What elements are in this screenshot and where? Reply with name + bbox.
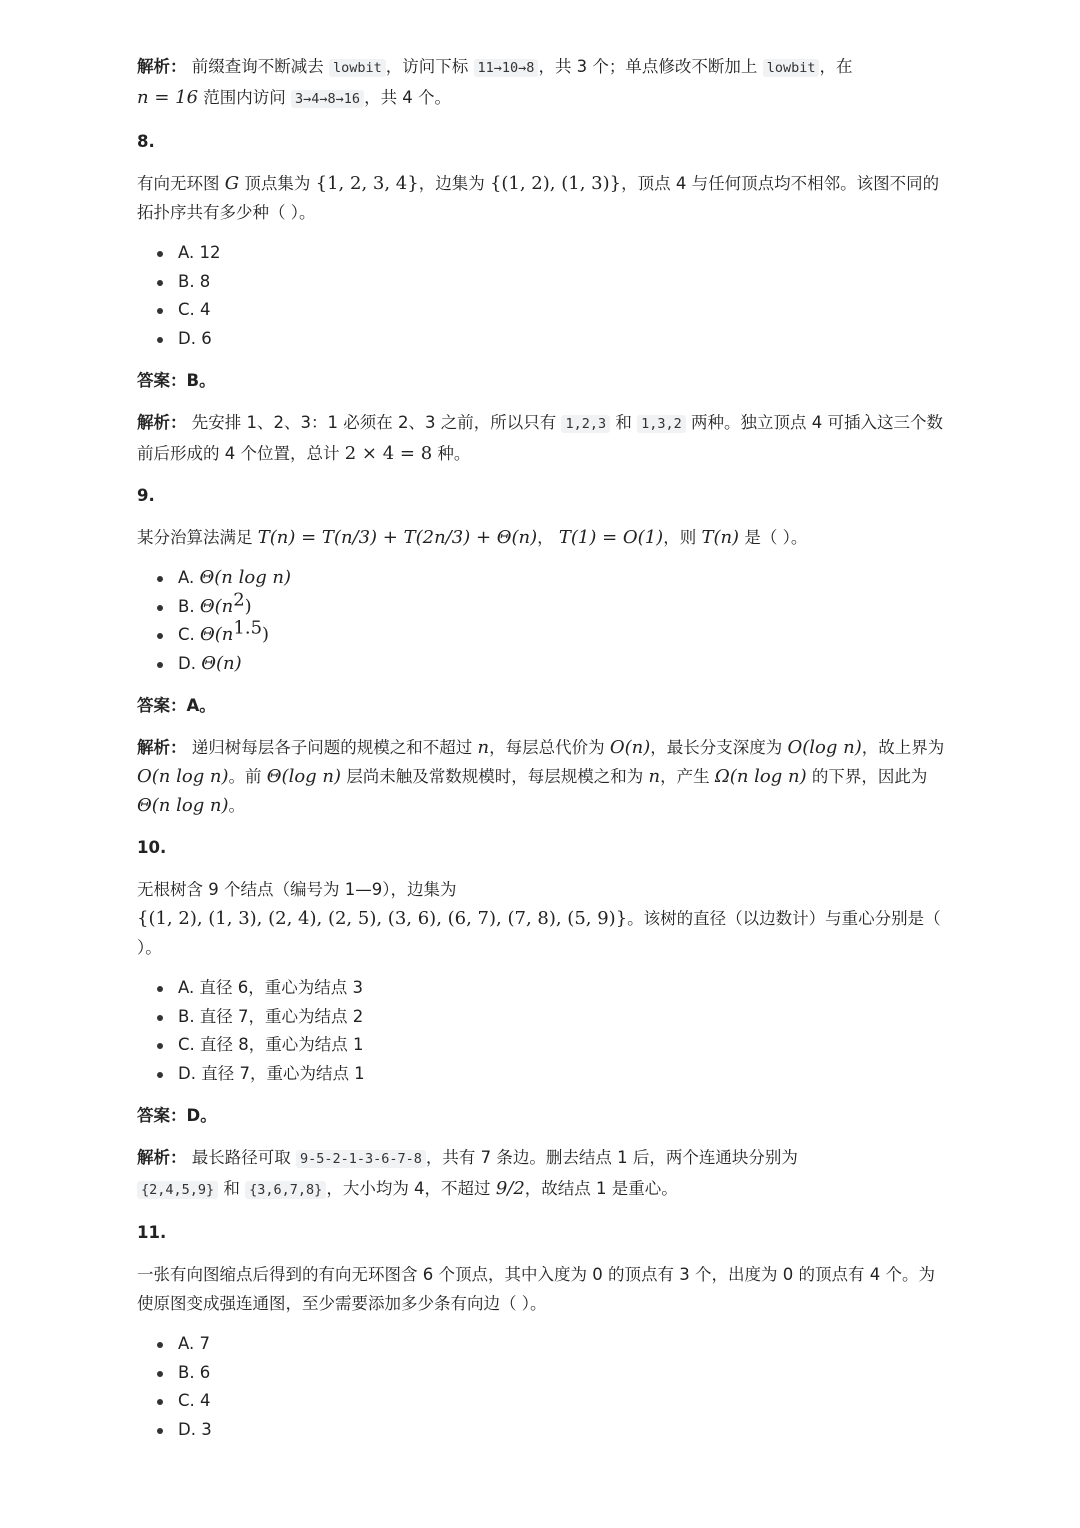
explanation-text: 和 (615, 413, 632, 432)
option-item (137, 617, 947, 650)
explanation-text: ，共有 7 条边。删去结点 1 后，两个连通块分别为 (425, 1148, 798, 1167)
math-expression: T(1) = O(1) (558, 527, 664, 548)
explanation-text: 。 (228, 796, 246, 815)
option-item: A. 12 (137, 239, 947, 268)
stem-text: 有向无环图 (137, 174, 220, 193)
explanation (137, 408, 947, 468)
stem-text: 顶点集为 (244, 174, 311, 193)
option-item: A. 直径 6，重心为结点 3 (137, 974, 947, 1003)
prev-explanation (137, 52, 947, 114)
explanation-text: 的下界，因此为 (811, 767, 928, 786)
question-number: 11. (137, 1223, 167, 1242)
explanation-text: ，故上界为 (861, 738, 945, 757)
option-letter: B. (178, 596, 200, 616)
math-expression: G (224, 173, 240, 194)
explanation-label: 解析： (137, 57, 187, 76)
explanation-text: ，访问下标 (385, 57, 469, 76)
option-letter: D. (178, 653, 202, 673)
explanation-text: 和 (223, 1179, 240, 1198)
inline-code: 9-5-2-1-3-6-7-8 (296, 1150, 426, 1168)
stem-text: 。该树的直径（以边数计）与重心分别是（ ）。 (137, 909, 941, 957)
inline-code: 1,3,2 (637, 415, 686, 433)
question-number: 9. (137, 486, 155, 505)
explanation-label: 解析： (137, 1148, 187, 1167)
math-expression: {(1, 2), (1, 3)} (489, 173, 622, 194)
math-expression: ) (262, 624, 270, 645)
math-expression: Θ(n (200, 624, 234, 645)
math-expression: ) (244, 595, 252, 617)
question-stem (137, 523, 947, 552)
math-expression: Θ(n (199, 595, 234, 617)
math-expression: O(n) (609, 737, 651, 758)
answer-label: 答案： (137, 371, 187, 390)
math-exponent: 1.5 (233, 617, 263, 639)
math-expression: O(log n) (787, 737, 862, 758)
inline-code: lowbit (329, 59, 386, 77)
stem-text: ，边集为 (418, 174, 485, 193)
math-expression: O(n log n) (137, 766, 229, 787)
options-list (137, 239, 947, 353)
document-content (137, 52, 947, 1444)
option-item: B. 6 (137, 1359, 947, 1388)
options-list (137, 564, 947, 678)
explanation-text: ，共 3 个；单点修改不断加上 (538, 57, 758, 76)
answer-label: 答案： (137, 696, 187, 715)
math-expression: n (648, 766, 661, 787)
explanation (137, 733, 947, 820)
explanation-text: 递归树每层各子问题的规模之和不超过 (191, 738, 473, 757)
answer (137, 691, 947, 720)
option-item: C. 直径 8，重心为结点 1 (137, 1031, 947, 1060)
explanation-text: 先安排 1、2、3：1 必须在 2、3 之前，所以只有 (191, 413, 557, 432)
math-expression: {(1, 2), (1, 3), (2, 4), (2, 5), (3, 6), (6, 7), (7, 8), (5, 9)} (137, 908, 628, 929)
option-item: C. 4 (137, 1387, 947, 1416)
option-item: D. 3 (137, 1416, 947, 1445)
stem-text: ， (537, 528, 554, 547)
explanation-text: 前缀查询不断减去 (191, 57, 324, 76)
answer-value: B。 (186, 371, 216, 390)
inline-code: {3,6,7,8} (245, 1181, 326, 1199)
question-number: 10. (137, 838, 167, 857)
math-expression: Ω(n log n) (714, 766, 807, 787)
explanation-text: 两种。独立顶点 4 可插入这三个数前后形成的 4 个位置，总计 (137, 413, 943, 463)
math-expression: Θ(log n) (266, 766, 342, 787)
stem-text: ，则 (663, 528, 697, 547)
explanation-text: ，最长分支深度为 (650, 738, 783, 757)
inline-code: 3→4→8→16 (291, 90, 364, 108)
math-expression: 2 × 4 = 8 (344, 443, 433, 464)
inline-code: 11→10→8 (474, 59, 539, 77)
option-letter: C. (178, 625, 201, 644)
question-stem (137, 875, 947, 962)
explanation-label: 解析： (137, 738, 187, 757)
question-number: 8. (137, 132, 155, 151)
option-item: B. 8 (137, 268, 947, 297)
inline-code: lowbit (763, 59, 820, 77)
math-expression: n = 16 (137, 87, 199, 108)
explanation-text: ，故结点 1 是重心。 (524, 1179, 678, 1198)
question-stem: 一张有向图缩点后得到的有向无环图含 6 个顶点，其中入度为 0 的顶点有 3 个，出度为 0 的顶点有 4 个。为使原图变成强连通图，至少需要添加多少条有向边（ ）。 (137, 1265, 935, 1313)
answer-label: 答案： (137, 1106, 187, 1125)
option-letter: A. (178, 568, 200, 587)
answer (137, 366, 947, 395)
stem-text: 无根树含 9 个结点（编号为 1—9），边集为 (137, 880, 457, 899)
explanation (137, 1143, 947, 1205)
stem-text: ，顶点 4 与任何顶点均不相邻。该图不同的拓扑序共有多少种（ ）。 (137, 174, 940, 222)
option-item: A. 7 (137, 1330, 947, 1359)
option-item: D. 直径 7，重心为结点 1 (137, 1060, 947, 1089)
option-item: C. 4 (137, 296, 947, 325)
options-list (137, 1330, 947, 1444)
explanation-text: 。前 (228, 767, 262, 786)
option-item: D. 6 (137, 325, 947, 354)
stem-text: 是（ ）。 (744, 528, 808, 547)
explanation-text: ，产生 (660, 767, 710, 786)
math-expression: T(n) (701, 527, 740, 548)
math-expression: T(n) = T(n/3) + T(2n/3) + Θ(n) (257, 527, 538, 548)
explanation-text: 范围内访问 (203, 88, 286, 107)
math-expression: Θ(n log n) (199, 567, 292, 588)
option-item: B. 直径 7，重心为结点 2 (137, 1003, 947, 1032)
stem-text: 某分治算法满足 (137, 528, 253, 547)
math-exponent: 2 (233, 589, 245, 610)
option-item (137, 650, 947, 679)
math-expression: 9/2 (495, 1178, 525, 1199)
explanation-text: ，在 (819, 57, 853, 76)
question-stem (137, 169, 947, 227)
math-expression: {1, 2, 3, 4} (315, 173, 419, 194)
explanation-text: ，共 4 个。 (364, 88, 452, 107)
option-item (137, 564, 947, 593)
explanation-text: 层尚未触及常数规模时，每层规模之和为 (346, 767, 644, 786)
explanation-text: ，大小均为 4，不超过 (326, 1179, 491, 1198)
explanation-text: 种。 (437, 444, 471, 463)
answer-value: A。 (186, 696, 216, 715)
answer-value: D。 (186, 1106, 217, 1125)
inline-code: 1,2,3 (561, 415, 610, 433)
options-list (137, 974, 947, 1088)
math-expression: Θ(n) (201, 652, 242, 674)
explanation-text: 最长路径可取 (191, 1148, 291, 1167)
explanation-text: ，每层总代价为 (489, 738, 605, 757)
explanation-label: 解析： (137, 413, 187, 432)
inline-code: {2,4,5,9} (137, 1181, 218, 1199)
answer (137, 1101, 947, 1130)
math-expression: n (477, 737, 490, 758)
math-expression: Θ(n log n) (137, 795, 229, 816)
